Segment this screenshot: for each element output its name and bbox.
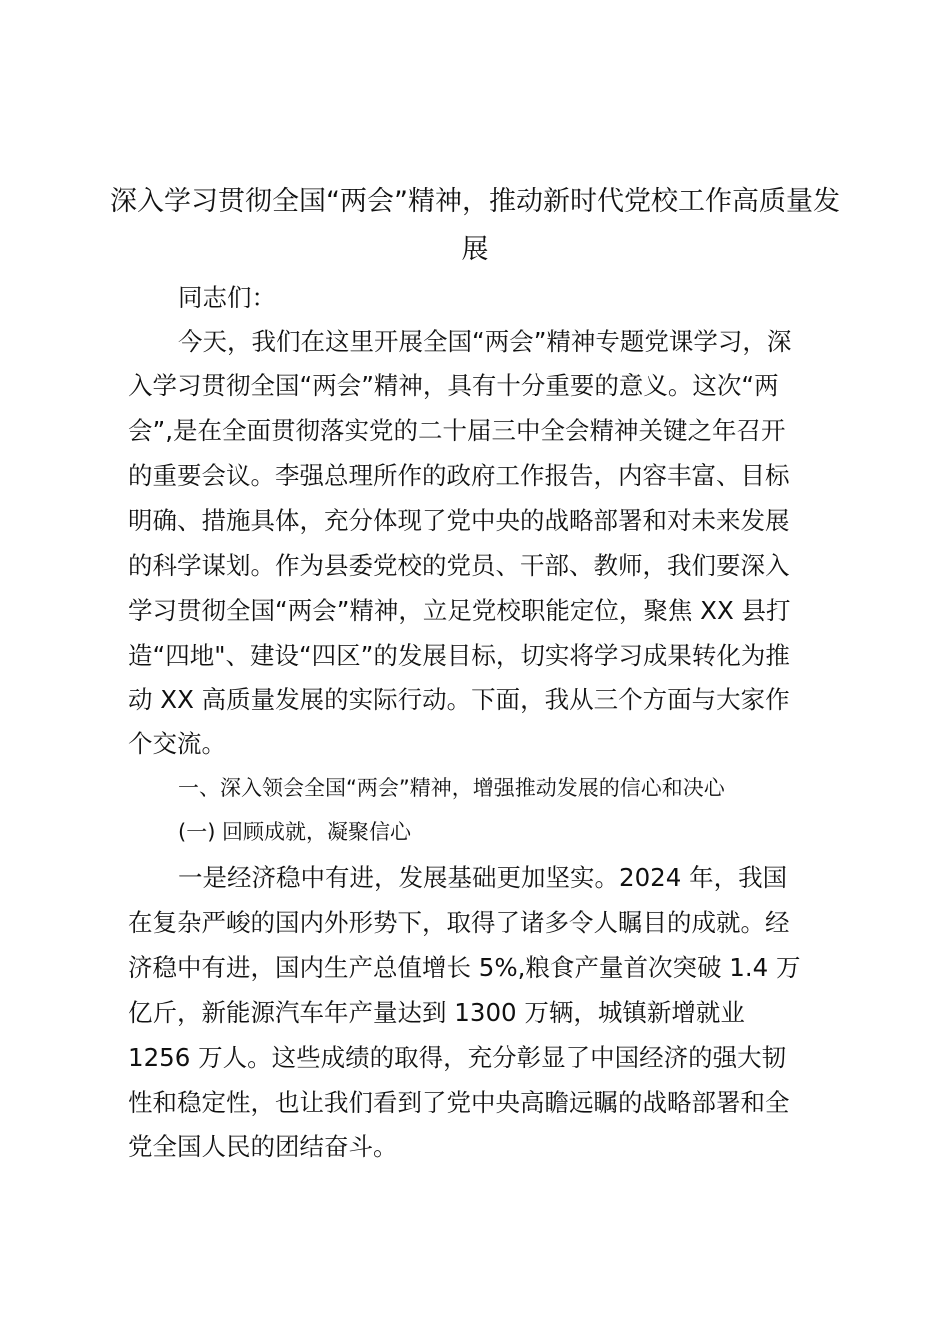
paragraph-1-line: 会”,是在全面贯彻落实党的二十届三中全会精神关键之年召开	[128, 416, 786, 445]
paragraph-1-line: 动 XX 高质量发展的实际行动。下面，我从三个方面与大家作	[128, 685, 790, 714]
salutation: 同志们：	[178, 283, 276, 312]
section-heading: 一、深入领会全国“两会”精神，增强推动发展的信心和决心	[178, 776, 725, 800]
document-title: 深入学习贯彻全国“两会”精神，推动新时代党校工作高质量发展	[110, 186, 840, 265]
paragraph-1-line: 的重要会议。李强总理所作的政府工作报告，内容丰富、目标	[128, 461, 790, 490]
paragraph-2-line: 济稳中有进，国内生产总值增长 5%,粮食产量首次突破 1.4 万	[128, 953, 801, 982]
paragraph-1-line: 学习贯彻全国“两会”精神，立足党校职能定位，聚焦 XX 县打	[128, 596, 791, 625]
paragraph-1-line: 入学习贯彻全国“两会”精神，具有十分重要的意义。这次“两	[128, 371, 779, 400]
subsection-heading: (一) 回顾成就，凝聚信心	[178, 820, 412, 844]
paragraph-1-line: 今天，我们在这里开展全国“两会”精神专题党课学习，深	[178, 327, 792, 356]
paragraph-2-line: 1256 万人。这些成绩的取得，充分彰显了中国经济的强大韧	[128, 1043, 787, 1072]
paragraph-1-line: 个交流。	[128, 729, 226, 758]
paragraph-1-line: 明确、措施具体，充分体现了党中央的战略部署和对未来发展	[128, 506, 790, 535]
paragraph-2-line: 性和稳定性，也让我们看到了党中央高瞻远瞩的战略部署和全	[128, 1088, 790, 1117]
paragraph-2-line: 党全国人民的团结奋斗。	[128, 1132, 398, 1161]
paragraph-1-line: 造“四地"、建设“四区”的发展目标，切实将学习成果转化为推	[128, 641, 790, 670]
paragraph-2-line: 一是经济稳中有进，发展基础更加坚实。2024 年，我国	[178, 863, 788, 892]
paragraph-1-line: 的科学谋划。作为县委党校的党员、干部、教师，我们要深入	[128, 551, 790, 580]
paragraph-2-line: 在复杂严峻的国内外形势下，取得了诸多令人瞩目的成就。经	[128, 908, 790, 937]
paragraph-2-line: 亿斤，新能源汽车年产量达到 1300 万辆，城镇新增就业	[128, 998, 745, 1027]
